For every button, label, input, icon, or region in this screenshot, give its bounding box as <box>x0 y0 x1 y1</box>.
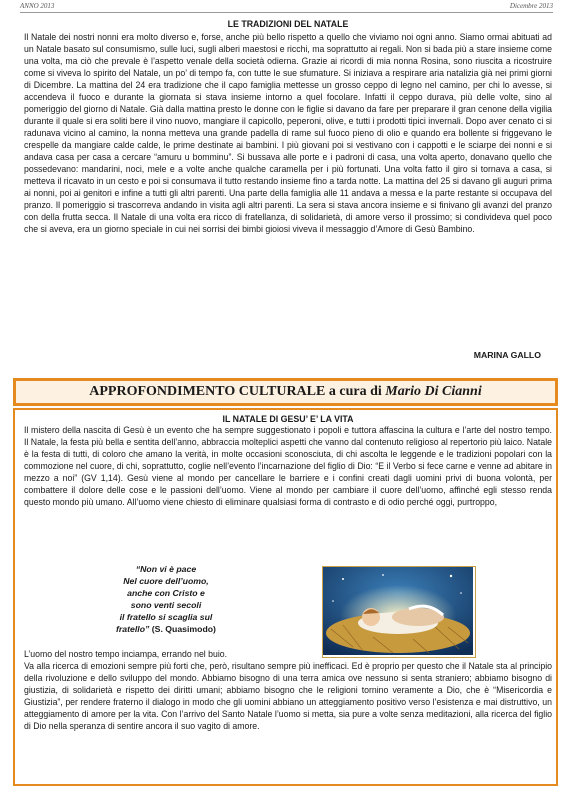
banner-author: Mario Di Cianni <box>385 384 482 399</box>
poem-line: anche con Cristo e <box>127 588 205 598</box>
poem-line <box>91 623 241 635</box>
poem-line: sono venti secoli <box>130 600 202 610</box>
article-natale-vita <box>24 414 552 509</box>
article-title: LE TRADIZIONI DEL NATALE <box>227 19 349 29</box>
article-tradizioni <box>24 19 552 235</box>
article-body: Il Natale dei nostri nonni era molto diverso e, forse, anche più bello rispetto a quello che viviamo noi ogni anno. Siamo ormai abituati ad un Natale basato sul consumismo, sulle luci, sugli alberi maestosi e ricchi, ma soprattutto ai regali. Non si bada più a stare insieme come una volta, ma ciò che prevale è l’aspetto venale della società odierna. Grazie ai ricordi di mia nonna Rosina, sono riuscita a ricostruire come si viveva lo spirito del Natale, un po’ di tempo fa, con tutte le sue sfumature. Si iniziava a respirare aria natalizia già nei primi giorni di Dicembre. La mattina del 24 era tradizione che il capo famiglia mettesse un grosso ceppo di legno nel camino, per chi lo avesse, si accendeva il fuoco e durante la giornata si stava insieme intorno a quel focolare. Infatti il ceppo durava, più delle volte, sino al pomeriggio del giorno di Natale. Già dalla mattina presto le donne con le figlie si davano da fare per preparare il gran cenone della vigilia durante il quale si era soliti bere il vino nuovo, mangiare il capicollo, peperoni, olive, e tutti i prodotti tipici invernali. Dopo aver cenato ci si radunava vicino al camino, la nonna metteva una grande padella di rame sul fuoco pieno di olio e quando era bollente si friggevano le crespelle da mangiare calde calde, le prime destinate ai bambini. I più giovani poi si vestivano con i cappotti e le sciarpe dei nonni e si andava casa per casa a cercare “amuru u bomminu”. Si bussava alle porte e i padroni di casa, una volta aperto, donavano quello che possedevano: mandarini, noci, mele e a volte anche qualche caramella per i più fortunati. Una volta fatto il giro si tornava a casa, si metteva il ricavato in un cesto e poi si consumava il tutto restando insieme fino a tarda notte. La mattina del 25 si davano gli auguri prima ai nonni, poi ai genitori e infine a tutti gli altri parenti. Una parte della famiglia alle 11 andava a messa e la parte restante si occupava del pranzo. Il pomeriggio si trascorreva andando in visita agli altri parenti. La sera si stava ancora insieme e si finivano gli avanzi del pranzo con della frutta secca. Il Natale di una volta era ricco di fratellanza, di solidarietà, di amore verso il prossimo; si condivideva quel poco che si aveva, era un giorno speciale in cui nei sorrisi dei bimbi gioiosi viveva il messaggio d’Amore di Gesù Bambino. <box>24 32 552 235</box>
baby-jesus-nativity-icon <box>322 566 476 658</box>
article-author: MARINA GALLO <box>473 350 541 360</box>
article-title: IL NATALE DI GESU’ E’ LA VITA <box>222 414 354 424</box>
nativity-illustration <box>323 567 473 655</box>
header-date: Dicembre 2013 <box>509 2 553 10</box>
poem-line: il fratello si scaglia sul <box>119 612 213 622</box>
article-conclusion <box>24 649 552 733</box>
poem-line: Nel cuore dell’uomo, <box>123 576 209 586</box>
poem-quote <box>91 563 241 635</box>
article-paragraph: Va alla ricerca di emozioni sempre più forti che, però, risultano sempre più inefficaci. Ed è proprio per questo che il Natale sta al principio della rivoluzione e dello sviluppo del mondo. Abbiamo bisogno di una terra amica ove nessuno si senta straniero; abbiamo bisogno di giustizia, di solidarietà e rispetto dei diritti umani; abbiamo bisogno che le religioni tornino veramente a Dio, che è “Misericordia e Giustizia”, per rendere fraterno il dialogo in modo che gli uomini abbiano un atteggiamento positivo verso l’esistenza e mai distruttivo, un atteggiamento di amore per la vita. Con l’arrivo del Santo Natale l’uomo si metta, sia pure a volte senza meditazioni, alla ricerca del figlio di Dio nella speranza di sentire ancora il suo vagito di amore. <box>24 660 552 731</box>
header-left: ANNO 2013 <box>20 2 55 10</box>
poem-line: “Non vi è pace <box>135 564 197 574</box>
banner-connector: a cura di <box>325 384 386 399</box>
banner-title: APPROFONDIMENTO CULTURALE <box>89 384 326 399</box>
section-banner <box>13 378 558 406</box>
poem-last-line: fratello” <box>116 624 150 634</box>
poem-attribution: (S. Quasimodo) <box>149 624 216 634</box>
article-paragraph: L’uomo del nostro tempo inciampa, errando nel buio. <box>24 649 228 659</box>
article-body: Il mistero della nascita di Gesù è un evento che ha sempre suggestionato i popoli e tuttora affascina la cultura e l’arte del nostro tempo. Il Natale, la festa più bella e sentita dell’anno, abbraccia molteplici aspetti che vanno dal contenuto religioso al repertorio più laico. Natale è la festa di tutti, di coloro che amano la verità, in molte occasioni sconosciuta, di chi ascolta le leggende e le tradizioni popolari con la commozione nel cuore, di chi, soprattutto, coglie nell’evento l’incarnazione del figlio di Dio: “E il Verbo si fece carne e venne ad abitare in mezzo a noi” (GV 1,14). Gesù viene al mondo per cancellare le barriere e i confini creati dagli uomini privi di buona volontà, per combattere il dolore delle cose e le passioni dell’uomo. Viene al mondo per cambiare il cuore dell’uomo, affinché egli stesso renda questo mondo più umano. All’uomo viene chiesto di eliminare qualsiasi forma di contrasto e di odio perché oggi, purtroppo, <box>24 425 552 507</box>
header-divider <box>20 12 553 13</box>
